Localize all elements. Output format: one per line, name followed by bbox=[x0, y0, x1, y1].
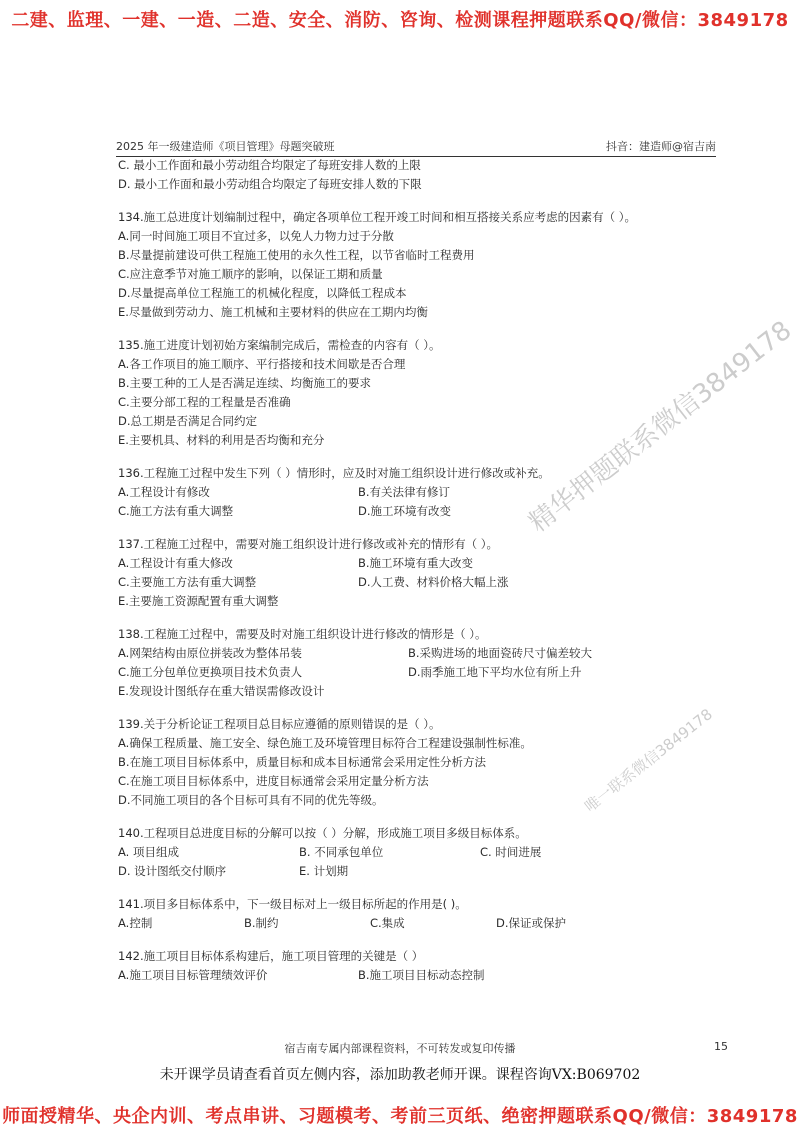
question-stem: 134.施工总进度计划编制过程中，确定各项单位工程开竣工时间和相互搭接关系应考虑的因素有（ ）。 bbox=[118, 210, 637, 224]
option-a: A.同一时间施工项目不宜过多，以免人力物力过于分散 bbox=[118, 229, 394, 243]
option-a: A.网架结构由原位拼装改为整体吊装 bbox=[118, 646, 302, 660]
option-row bbox=[118, 573, 718, 592]
option-e: E.主要施工资源配置有重大调整 bbox=[118, 594, 279, 608]
question-134 bbox=[118, 208, 718, 322]
option-d: D. 最小工作面和最小劳动组合均限定了每班安排人数的下限 bbox=[118, 177, 422, 191]
option-row bbox=[118, 862, 718, 881]
page-number: 15 bbox=[714, 1040, 728, 1053]
option-a: A.控制 bbox=[118, 916, 153, 930]
question-139 bbox=[118, 715, 718, 810]
question-136 bbox=[118, 464, 718, 521]
option-c: C.在施工项目目标体系中，进度目标通常会采用定量分析方法 bbox=[118, 774, 429, 788]
question-stem: 137.工程施工过程中，需要对施工组织设计进行修改或补充的情形有（ ）。 bbox=[118, 537, 499, 551]
option-e: E.尽量做到劳动力、施工机械和主要材料的供应在工期内均衡 bbox=[118, 305, 428, 319]
option-a: A.工程设计有重大修改 bbox=[118, 556, 233, 570]
option-e: E.主要机具、材料的利用是否均衡和充分 bbox=[118, 433, 325, 447]
option-c: C.主要分部工程的工程量是否准确 bbox=[118, 395, 291, 409]
question-list bbox=[118, 156, 718, 985]
option-d: D.施工环境有改变 bbox=[358, 504, 452, 518]
option-a: A. 项目组成 bbox=[118, 845, 179, 859]
page-header bbox=[116, 136, 716, 157]
option-row bbox=[118, 554, 718, 573]
option-row bbox=[118, 502, 718, 521]
option-row bbox=[118, 483, 718, 502]
question-stem: 140.工程项目总进度目标的分解可以按（ ）分解，形成施工项目多级目标体系。 bbox=[118, 826, 527, 840]
option-c: C.主要施工方法有重大调整 bbox=[118, 575, 257, 589]
question-stem: 142.施工项目目标体系构建后，施工项目管理的关键是（ ） bbox=[118, 949, 424, 963]
question-stem: 141.项目多目标体系中，下一级目标对上一级目标所起的作用是( )。 bbox=[118, 897, 467, 911]
option-d: D.保证或保护 bbox=[496, 916, 567, 930]
option-d: D.雨季施工地下平均水位有所上升 bbox=[408, 665, 582, 679]
option-e: E. 计划期 bbox=[299, 864, 349, 878]
option-row bbox=[118, 644, 718, 663]
option-c: C. 最小工作面和最小劳动组合均限定了每班安排人数的上限 bbox=[118, 158, 421, 172]
option-b: B.施工环境有重大改变 bbox=[358, 556, 474, 570]
bottom-banner: 师面授精华、央企内训、考点串讲、习题模考、考前三页纸、绝密押题联系QQ/微信：3849178 bbox=[2, 1106, 798, 1127]
option-b: B.制约 bbox=[244, 916, 279, 930]
option-b: B.尽量提前建设可供工程施工使用的永久性工程，以节省临时工程费用 bbox=[118, 248, 475, 262]
question-stem: 138.工程施工过程中，需要及时对施工组织设计进行修改的情形是（ ）。 bbox=[118, 627, 487, 641]
option-c: C.施工分包单位更换项目技术负责人 bbox=[118, 665, 303, 679]
question-138 bbox=[118, 625, 718, 701]
option-row bbox=[118, 663, 718, 682]
question-stem: 136.工程施工过程中发生下列（ ）情形时，应及时对施工组织设计进行修改或补充。 bbox=[118, 466, 550, 480]
question-137 bbox=[118, 535, 718, 611]
top-banner: 二建、监理、一建、一造、二造、安全、消防、咨询、检测课程押题联系QQ/微信：3849178 bbox=[11, 10, 789, 31]
copyright-notice: 宿吉南专属内部课程资料，不可转发或复印传播 bbox=[284, 1042, 516, 1055]
option-b: B.在施工项目目标体系中，质量目标和成本目标通常会采用定性分析方法 bbox=[118, 755, 487, 769]
question-140 bbox=[118, 824, 718, 881]
option-d: D.尽量提高单位工程施工的机械化程度，以降低工程成本 bbox=[118, 286, 407, 300]
option-b: B.施工项目目标动态控制 bbox=[358, 968, 485, 982]
option-d: D.总工期是否满足合同约定 bbox=[118, 414, 258, 428]
course-title: 2025 年一级建造师《项目管理》母题突破班 bbox=[116, 140, 335, 153]
option-a: A.工程设计有修改 bbox=[118, 485, 210, 499]
question-141 bbox=[118, 895, 718, 933]
option-d: D.人工费、材料价格大幅上涨 bbox=[358, 575, 509, 589]
option-b: B.主要工种的工人是否满足连续、均衡施工的要求 bbox=[118, 376, 372, 390]
option-row bbox=[118, 966, 718, 985]
question-135 bbox=[118, 336, 718, 450]
question-stem: 135.施工进度计划初始方案编制完成后，需检查的内容有（ ）。 bbox=[118, 338, 441, 352]
option-d: D.不同施工项目的各个目标可具有不同的优先等级。 bbox=[118, 793, 384, 807]
option-c: C.施工方法有重大调整 bbox=[118, 504, 234, 518]
option-b: B. 不同承包单位 bbox=[299, 845, 384, 859]
author-handle: 抖音：建造师@宿吉南 bbox=[606, 140, 716, 153]
option-row bbox=[118, 843, 718, 862]
option-row bbox=[118, 914, 718, 933]
option-b: B.有关法律有修订 bbox=[358, 485, 451, 499]
watermark-contact: 精华押题联系微信3849178 bbox=[523, 315, 798, 539]
option-b: B.采购进场的地面瓷砖尺寸偏差较大 bbox=[408, 646, 593, 660]
option-d: D. 设计图纸交付顺序 bbox=[118, 864, 227, 878]
option-c: C. 时间进展 bbox=[480, 845, 542, 859]
option-c: C.集成 bbox=[370, 916, 405, 930]
option-a: A.确保工程质量、施工安全、绿色施工及环境管理目标符合工程建设强制性标准。 bbox=[118, 736, 532, 750]
question-stem: 139.关于分析论证工程项目总目标应遵循的原则错误的是（ ）。 bbox=[118, 717, 441, 731]
option-c: C.应注意季节对施工顺序的影响，以保证工期和质量 bbox=[118, 267, 383, 281]
consult-line: 未开课学员请查看首页左侧内容，添加助教老师开课。课程咨询VX:B069702 bbox=[159, 1067, 641, 1083]
option-a: A.各工作项目的施工顺序、平行搭接和技术间歇是否合理 bbox=[118, 357, 406, 371]
question-142 bbox=[118, 947, 718, 985]
watermark-contact-small: 唯一联系微信3849178 bbox=[581, 705, 716, 816]
option-e: E.发现设计图纸存在重大错误需修改设计 bbox=[118, 684, 325, 698]
option-a: A.施工项目目标管理绩效评价 bbox=[118, 968, 268, 982]
question-133-continued bbox=[118, 156, 718, 194]
